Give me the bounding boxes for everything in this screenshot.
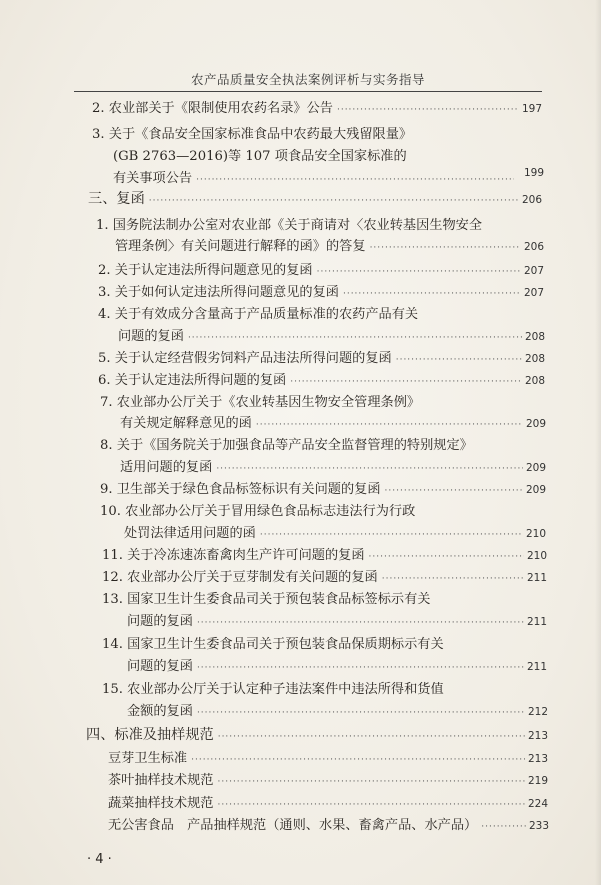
toc-entry: 豆芽卫生标准 ····· 213 <box>108 750 548 768</box>
toc-entry: 4. 关于有效成分含量高于产品质量标准的农药产品有关 <box>98 307 419 322</box>
toc-entry-continuation: (GB 2763—2016)等 107 项食品安全国家标准的 <box>113 149 407 164</box>
toc-entry-continuation: 金额的复函 ····· 212 <box>127 703 548 721</box>
toc-entry: 3. 关于如何认定违法所得问题意见的复函 ····· 207 <box>98 284 544 302</box>
page-edge-shadow <box>595 0 601 885</box>
toc-entry: 9. 卫生部关于绿色食品标签标识有关问题的复函 ····· 209 <box>100 481 546 499</box>
toc-section: 三、复函 ····· 206 <box>88 190 542 208</box>
toc-entry: 10. 农业部办公厅关于冒用绿色食品标志违法行为行政 <box>100 504 416 519</box>
toc-entry: 15. 农业部办公厅关于认定种子违法案件中违法所得和货值 <box>102 682 444 697</box>
toc-entry: 1. 国务院法制办公室对农业部《关于商请对〈农业转基因生物安全 <box>96 218 483 233</box>
toc-entry-continuation: 管理条例〉有关问题进行解释的函》的答复 ····· 206 <box>115 238 544 256</box>
toc-entry: 3. 关于《食品安全国家标准食品中农药最大残留限量》 <box>92 127 413 142</box>
toc-entry-continuation: 问题的复函 ····· 208 <box>118 328 545 346</box>
toc-entry-continuation: 问题的复函 ····· 211 <box>127 613 547 631</box>
page-number: 199 <box>524 167 545 179</box>
toc-entry-continuation: 问题的复函 ····· 211 <box>127 658 547 676</box>
toc-entry: 茶叶抽样技术规范 ····· 219 <box>108 772 548 790</box>
toc-entry: 2. 关于认定违法所得问题意见的复函 ····· 207 <box>98 262 544 280</box>
toc-entry: 12. 农业部办公厅关于豆芽制发有关问题的复函 ····· 211 <box>102 569 547 587</box>
toc-entry: 无公害食品 产品抽样规范（通则、水果、畜禽产品、水产品） ····· 233 <box>108 817 549 835</box>
toc-entry-continuation: 有关规定解释意见的函 ····· 209 <box>120 415 546 433</box>
toc-entry: 5. 关于认定经营假劣饲料产品违法所得问题的复函 ····· 208 <box>98 350 545 368</box>
toc-entry-continuation: 适用问题的复函 ····· 209 <box>120 459 546 477</box>
footer-page-number: · 4 · <box>87 852 112 867</box>
toc-entry: 14. 国家卫生计生委食品司关于预包装食品保质期标示有关 <box>102 637 444 652</box>
toc-entry-continuation: 处罚法律适用问题的函 ····· 210 <box>124 525 546 543</box>
toc-entry: 2. 农业部关于《限制使用农药名录》公告 ····· 197 <box>92 100 542 118</box>
toc-entry: 8. 关于《国务院关于加强食品等产品安全监督管理的特别规定》 <box>100 438 473 453</box>
toc-entry: 13. 国家卫生计生委食品司关于预包装食品标签标示有关 <box>102 592 431 607</box>
toc-entry: 11. 关于冷冻速冻畜禽肉生产许可问题的复函 ····· 210 <box>102 547 547 565</box>
running-header: 农产品质量安全执法案例评析与实务指导 <box>190 72 425 87</box>
toc-entry-continuation: 有关事项公告 ····· <box>113 170 517 188</box>
toc-entry: 7. 农业部办公厅关于《农业转基因生物安全管理条例》 <box>100 395 421 410</box>
toc-entry: 蔬菜抽样技术规范 ····· 224 <box>108 795 548 813</box>
toc-entry: 6. 关于认定违法所得问题的复函 ····· 208 <box>98 372 545 390</box>
toc-section: 四、标准及抽样规范 ····· 213 <box>86 726 548 744</box>
